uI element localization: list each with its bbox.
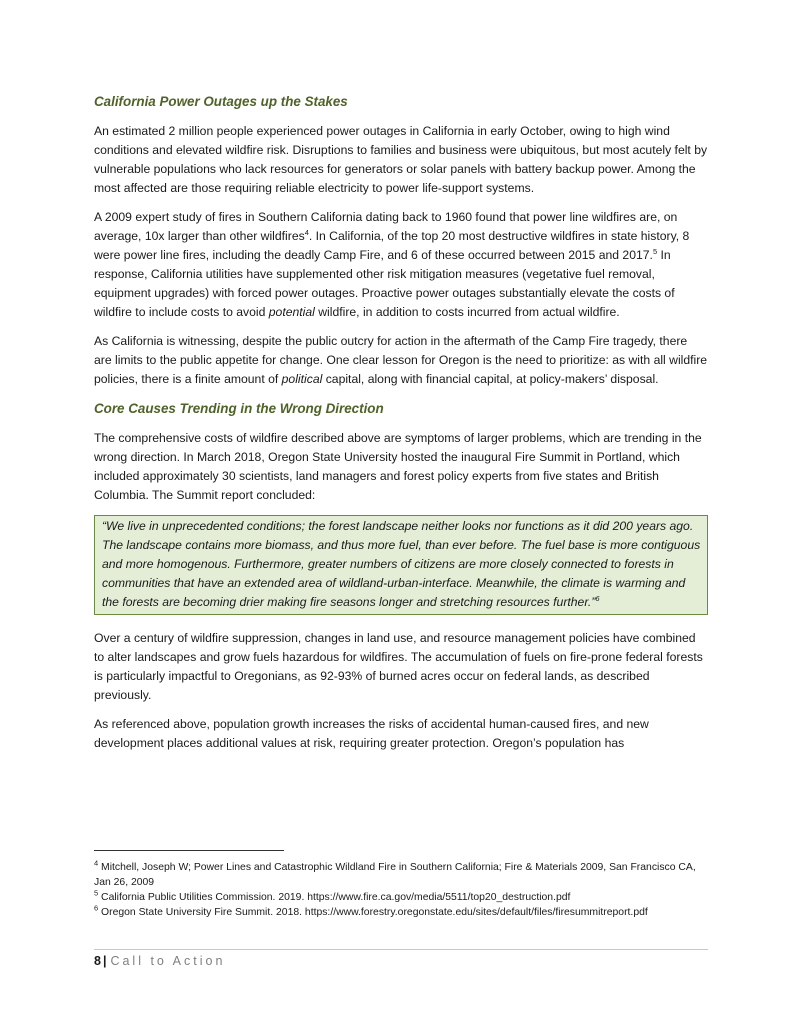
paragraph: As California is witnessing, despite the public outcry for action in the aftermath of the Camp Fire tragedy, there are limits to the public appetite for change. One clear lesson for Oregon is the need to prioritize: as with all wildfire policies, there is a finite amount of political capital, along with financial capital, at policy-makers’ disposal.	[94, 334, 708, 386]
section-heading-core-causes: Core Causes Trending in the Wrong Direction	[94, 401, 384, 416]
section-heading-power-outages: California Power Outages up the Stakes	[94, 94, 348, 109]
footnote-ref[interactable]: 5	[652, 246, 658, 256]
paragraph: Over a century of wildfire suppression, changes in land use, and resource management policies have combined to alter landscapes and grow fuels hazardous for wildfires. The accumulation of fuels on fire-prone federal forests is particularly impactful to Oregonians, as 92-93% of burned acres occur on federal lands, as described previously.	[94, 631, 703, 702]
footer-separator: |	[102, 954, 107, 968]
summit-quote-box: “We live in unprecedented conditions; the forest landscape neither looks nor functions as it did 200 years ago. The landscape contains more biomass, and thus more fuel, than ever before. The fuel base is more contiguous and more homogenous. Furthermore, greater numbers of citizens are more closely connected to forests in communities that have an extended area of wildland-urban-interface. Meanwhile, the climate is warming and the forests are becoming drier making fire seasons longer and stretching resources further.”$^6$	[94, 515, 708, 615]
footnotes	[94, 850, 708, 920]
footnote: $^6$ Oregon State University Fire Summit. 2018. https://www.forestry.oregonstate.edu/sites/default/files/firesummitreport.pdf	[94, 903, 648, 918]
footer-title: Call to Action	[110, 954, 226, 968]
footnote-ref[interactable]: 4	[304, 227, 309, 237]
footnote: $^4$ Mitchell, Joseph W; Power Lines and Catastrophic Wildland Fire in Southern California; Fire & Materials 2009, San Francisco CA, Jan 26, 2009	[94, 858, 696, 888]
page-body	[94, 92, 708, 763]
page-number: 8	[94, 954, 101, 968]
footnote-ref[interactable]: 6	[595, 593, 600, 603]
paragraph: A 2009 expert study of fires in Southern California dating back to 1960 found that power line wildfires are, on average, 10x larger than other wildfires$^4$. In California, of the top 20 most destructive wildfires in state history, 8 were power line fires, including the deadly Camp Fire, and 6 of these occurred between 2015 and 2017.$^5$ In response, California utilities have supplemented other risk mitigation measures (vegetative fuel removal, equipment upgrades) with forced power outages. Proactive power outages substantially elevate the costs of wildfire to include costs to avoid potential wildfire, in addition to costs incurred from actual wildfire.	[94, 210, 690, 319]
paragraph: An estimated 2 million people experienced power outages in California in early October, owing to high wind conditions and elevated wildfire risk. Disruptions to families and business were ubiquitous, but most acutely felt by vulnerable populations who lack resources for generators or solar panels with battery backup power. Among the most affected are those requiring reliable electricity to power life-support systems.	[94, 124, 708, 195]
paragraph: The comprehensive costs of wildfire described above are symptoms of larger problems, which are trending in the wrong direction. In March 2018, Oregon State University hosted the inaugural Fire Summit in Portland, which included approximately 30 scientists, land managers and forest policy experts from five states and British Columbia. The Summit report concluded:	[94, 431, 702, 502]
footnote-divider	[94, 850, 284, 851]
footnote: $^5$ California Public Utilities Commission. 2019. https://www.fire.ca.gov/media/5511/top20_destruction.pdf	[94, 888, 571, 903]
paragraph: As referenced above, population growth increases the risks of accidental human-caused fires, and new development places additional values at risk, requiring greater protection. Oregon’s population has	[94, 717, 649, 750]
page-footer	[94, 949, 708, 968]
